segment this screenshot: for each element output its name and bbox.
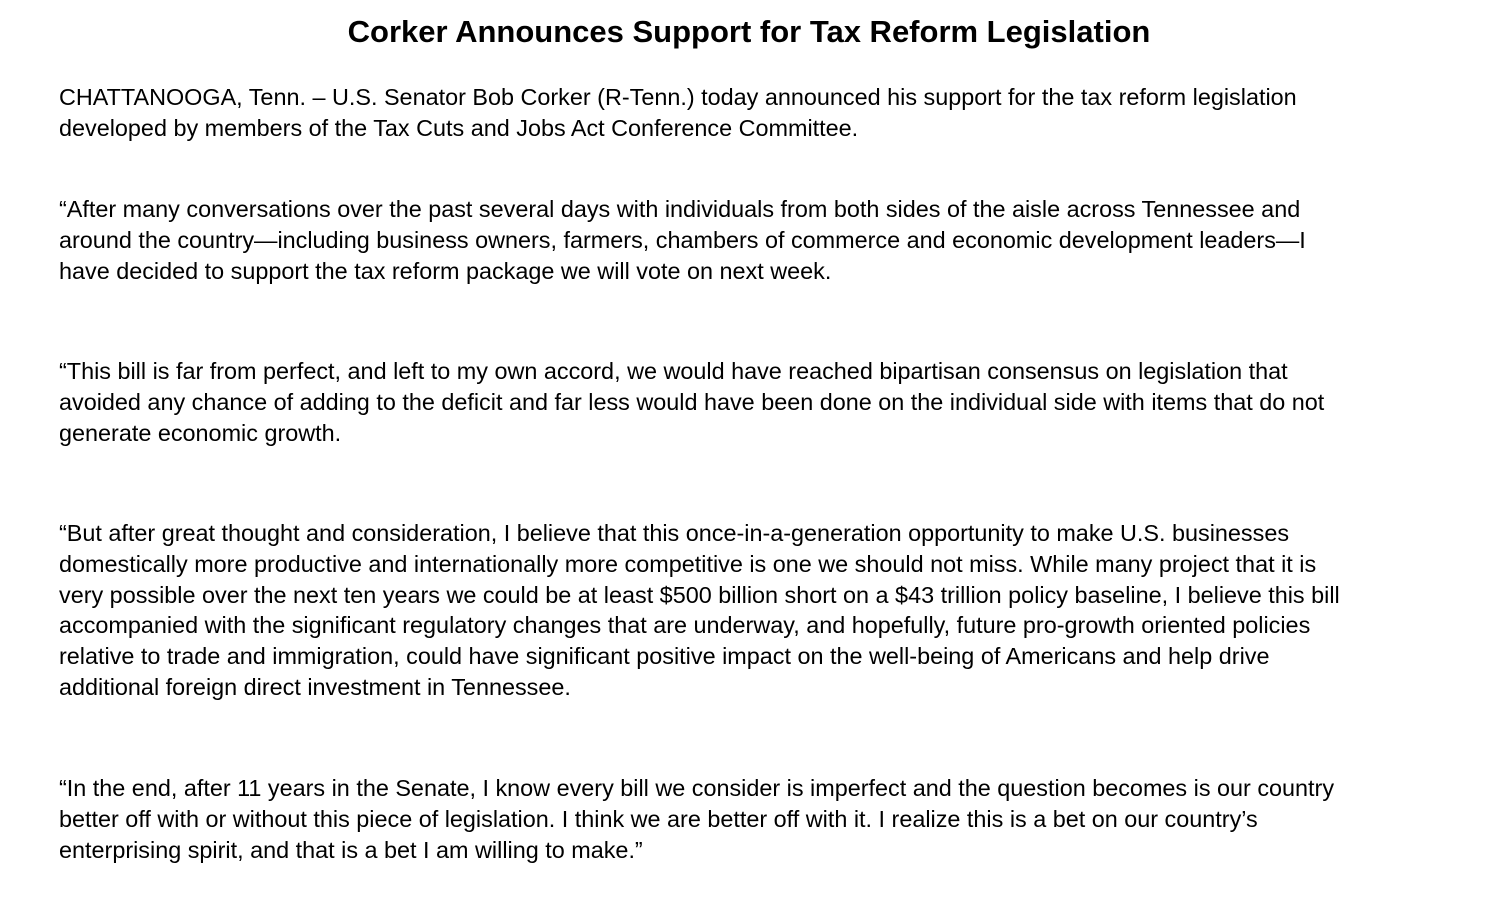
text-line: accompanied with the significant regulatory changes that are underway, and hopefully, future pro-growth oriented policies — [59, 612, 1311, 639]
paragraph-quote-imperfect-bill — [59, 356, 1459, 448]
paragraph-intro — [59, 82, 1459, 144]
paragraph-quote-opportunity — [59, 518, 1459, 703]
text-line: avoided any chance of adding to the deficit and far less would have been done on the individual side with items that do not — [59, 388, 1325, 415]
text-line: around the country—including business owners, farmers, chambers of commerce and economic development leaders—I — [59, 226, 1306, 253]
text-line: developed by members of the Tax Cuts and Jobs Act Conference Committee. — [59, 114, 859, 141]
text-line: “But after great thought and consideration, I believe that this once-in-a-generation opportunity to make U.S. businesses — [59, 520, 1290, 546]
text-line: CHATTANOOGA, Tenn. – U.S. Senator Bob Corker (R-Tenn.) today announced his support for the tax reform legislation — [59, 84, 1297, 110]
document-title: Corker Announces Support for Tax Reform Legislation — [347, 14, 1151, 49]
text-line: domestically more productive and internationally more competitive is one we should not miss. While many project that it is — [59, 550, 1317, 577]
text-line: have decided to support the tax reform package we will vote on next week. — [59, 257, 832, 284]
text-line: “After many conversations over the past several days with individuals from both sides of the aisle across Tennessee and — [59, 196, 1301, 222]
paragraph-quote-conclusion — [59, 773, 1459, 865]
text-line: additional foreign direct investment in Tennessee. — [59, 673, 571, 700]
text-line: enterprising spirit, and that is a bet I am willing to make.” — [59, 836, 643, 863]
text-line: generate economic growth. — [59, 419, 342, 446]
text-line: relative to trade and immigration, could have significant positive impact on the well-being of Americans and help drive — [59, 643, 1270, 670]
text-line: better off with or without this piece of legislation. I think we are better off with it. I realize this is a bet on our country’s — [59, 805, 1258, 832]
text-line: very possible over the next ten years we could be at least $500 billion short on a $43 trillion policy baseline, I believe this bill — [59, 581, 1340, 608]
text-line: “In the end, after 11 years in the Senate, I know every bill we consider is imperfect and the question becomes is our country — [59, 775, 1335, 801]
paragraph-quote-conversations — [59, 194, 1459, 286]
text-line: “This bill is far from perfect, and left to my own accord, we would have reached bipartisan consensus on legislation that — [59, 358, 1288, 384]
